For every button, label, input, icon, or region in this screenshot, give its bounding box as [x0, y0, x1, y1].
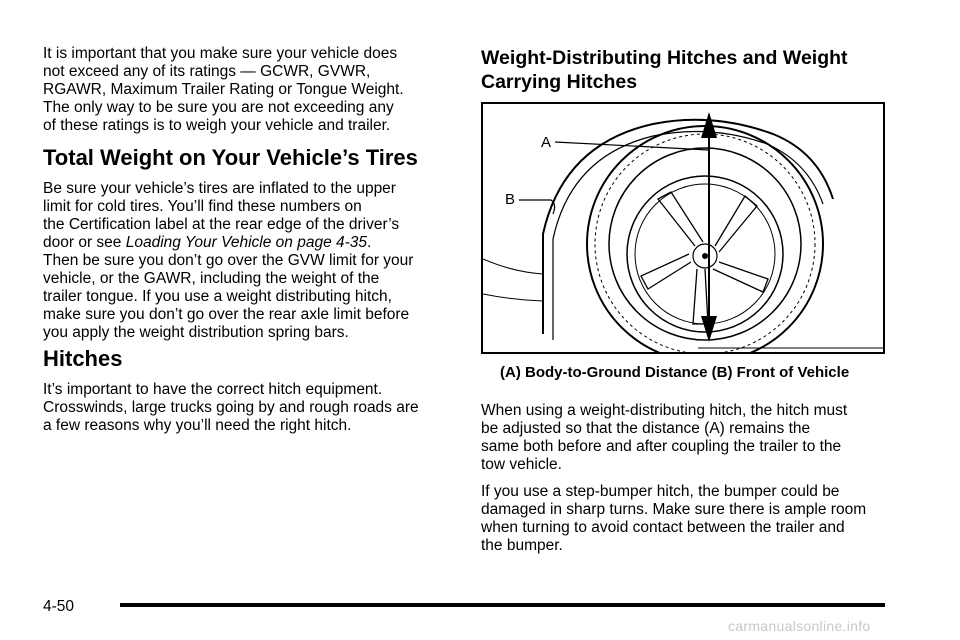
- ref-suffix: .: [367, 234, 372, 251]
- watermark: carmanualsonline.info: [728, 618, 871, 634]
- text-line: If you use a step-bumper hitch, the bumper could be: [481, 483, 840, 500]
- text-line: when turning to avoid contact between the trailer and: [481, 519, 845, 536]
- step-bumper-paragraph: [481, 483, 901, 555]
- text-line: of these ratings is to weigh your vehicle and trailer.: [43, 117, 391, 134]
- arrow-head-up: [701, 112, 717, 138]
- text-line: limit for cold tires. You’ll find these numbers on: [43, 198, 362, 215]
- hub-center: [702, 253, 708, 259]
- text-line: When using a weight-distributing hitch, the hitch must: [481, 402, 848, 419]
- intro-paragraph: [43, 45, 463, 135]
- tire-diagram-figure: [481, 102, 885, 354]
- figure-caption: (A) Body-to-Ground Distance (B) Front of Vehicle: [500, 364, 850, 381]
- section-heading-weight-distributing: [481, 46, 848, 94]
- text-line: make sure you don’t go over the rear axle limit before: [43, 306, 410, 323]
- label-b: B: [505, 191, 516, 208]
- text-line: a few reasons why you’ll need the right hitch.: [43, 417, 352, 434]
- arrow-head-down: [701, 316, 717, 342]
- text-line: vehicle, or the GAWR, including the weight of the: [43, 270, 380, 287]
- hitches-paragraph: [43, 381, 463, 435]
- fender-outline: [543, 120, 833, 334]
- text-line: damaged in sharp turns. Make sure there is ample room: [481, 501, 867, 518]
- page-reference-link[interactable]: Loading Your Vehicle on page 4-35: [125, 234, 368, 251]
- text-line: RGAWR, Maximum Trailer Rating or Tongue Weight.: [43, 81, 404, 98]
- ref-prefix: door or see: [43, 234, 126, 251]
- text-line: not exceed any of its ratings — GCWR, GVWR,: [43, 63, 371, 80]
- heading-line: Carrying Hitches: [481, 71, 638, 93]
- tire-diagram: [483, 104, 883, 352]
- heading-line: Weight-Distributing Hitches and Weight: [481, 47, 848, 69]
- body-line: [483, 259, 543, 274]
- text-line: the bumper.: [481, 537, 563, 554]
- text-line: Be sure your vehicle’s tires are inflated to the upper: [43, 180, 396, 197]
- text-line: It is important that you make sure your vehicle does: [43, 45, 398, 62]
- weight-distributing-paragraph: [481, 402, 901, 474]
- text-line: Crosswinds, large trucks going by and rough roads are: [43, 399, 419, 416]
- text-line: It’s important to have the correct hitch equipment.: [43, 381, 383, 398]
- label-a: A: [541, 134, 552, 151]
- text-line: tow vehicle.: [481, 456, 562, 473]
- section-heading-total-weight: Total Weight on Your Vehicle’s Tires: [43, 145, 418, 170]
- text-line: Then be sure you don’t go over the GVW limit for your: [43, 252, 414, 269]
- text-line: you apply the weight distribution spring bars.: [43, 324, 349, 341]
- text-line: be adjusted so that the distance (A) remains the: [481, 420, 811, 437]
- text-line: The only way to be sure you are not exceeding any: [43, 99, 394, 116]
- text-line: the Certification label at the rear edge of the driver’s: [43, 216, 400, 233]
- footer-rule: [120, 603, 885, 607]
- section-heading-hitches: Hitches: [43, 346, 123, 371]
- body-line: [483, 294, 543, 301]
- total-weight-paragraph: [43, 180, 463, 342]
- text-line-with-reference: [43, 234, 463, 252]
- text-line: same both before and after coupling the trailer to the: [481, 438, 842, 455]
- fender-inner: [553, 132, 823, 341]
- text-line: trailer tongue. If you use a weight distributing hitch,: [43, 288, 392, 305]
- page-number: 4-50: [43, 598, 75, 615]
